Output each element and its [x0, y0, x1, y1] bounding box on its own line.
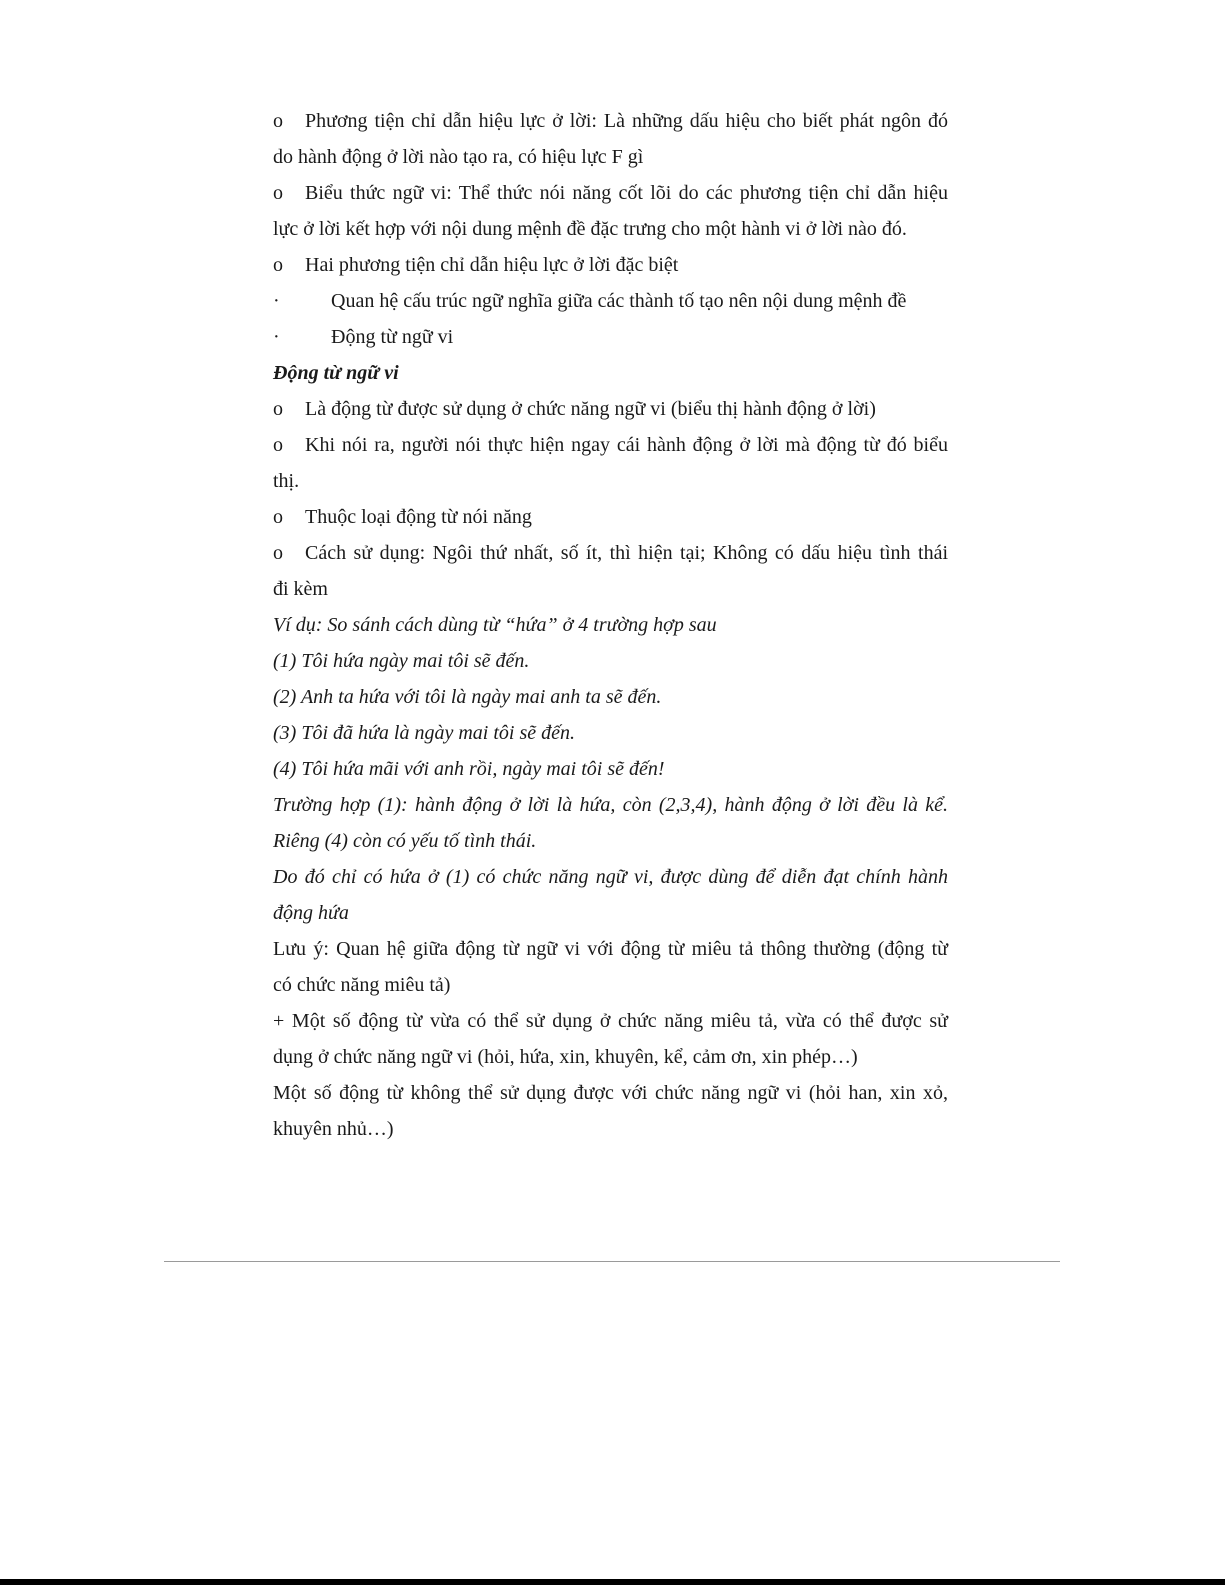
paragraph-text: Là động từ được sử dụng ở chức năng ngữ vi (biểu thị hành động ở lời)	[305, 398, 876, 420]
paragraph-text: Hai phương tiện chỉ dẫn hiệu lực ở lời đặc biệt	[305, 254, 679, 276]
example-item: (1) Tôi hứa ngày mai tôi sẽ đến.	[273, 650, 530, 672]
paragraph-line	[273, 427, 948, 463]
bullet-marker: ·	[273, 326, 280, 348]
section-heading: Động từ ngữ vi	[273, 362, 399, 384]
page-separator	[164, 1261, 1060, 1262]
example-item: (3) Tôi đã hứa là ngày mai tôi sẽ đến.	[273, 722, 575, 744]
paragraph-line	[273, 499, 948, 535]
analysis-line: Riêng (4) còn có yếu tố tình thái.	[273, 830, 537, 852]
paragraph-text: Động từ ngữ vi	[331, 326, 454, 348]
analysis-line: động hứa	[273, 902, 349, 924]
paragraph-line	[273, 391, 948, 427]
sub-list-item	[273, 319, 948, 355]
paragraph-line: khuyên nhủ…)	[273, 1118, 394, 1140]
paragraph-text: Thuộc loại động từ nói năng	[305, 506, 532, 528]
note-line: Lưu ý: Quan hệ giữa động từ ngữ vi với động từ miêu tả thông thường (động từ	[273, 938, 948, 960]
bullet-marker: o	[273, 182, 283, 204]
bullet-marker: o	[273, 254, 283, 276]
paragraph-line: Một số động từ không thể sử dụng được với chức năng ngữ vi (hỏi han, xin xỏ,	[273, 1082, 948, 1104]
paragraph-text: Cách sử dụng: Ngôi thứ nhất, số ít, thì hiện tại; Không có dấu hiệu tình thái	[305, 542, 948, 564]
paragraph-line	[273, 535, 948, 571]
example-item: (4) Tôi hứa mãi với anh rồi, ngày mai tôi sẽ đến!	[273, 758, 665, 780]
example-intro: Ví dụ: So sánh cách dùng từ “hứa” ở 4 trường hợp sau	[273, 614, 717, 636]
note-line: có chức năng miêu tả)	[273, 974, 451, 996]
paragraph-line	[273, 247, 948, 283]
sub-list-item	[273, 283, 948, 319]
bullet-marker: o	[273, 110, 283, 132]
bullet-marker: o	[273, 542, 283, 564]
example-item: (2) Anh ta hứa với tôi là ngày mai anh ta sẽ đến.	[273, 686, 662, 708]
paragraph-line: đi kèm	[273, 578, 328, 600]
bullet-marker: ·	[273, 290, 280, 312]
bullet-marker: o	[273, 434, 283, 456]
paragraph-line: + Một số động từ vừa có thể sử dụng ở chức năng miêu tả, vừa có thể được sử	[273, 1010, 948, 1032]
analysis-line: Trường hợp (1): hành động ở lời là hứa, còn (2,3,4), hành động ở lời đều là kể.	[273, 794, 948, 816]
paragraph-text: Quan hệ cấu trúc ngữ nghĩa giữa các thành tố tạo nên nội dung mệnh đề	[331, 290, 907, 312]
analysis-line: Do đó chỉ có hứa ở (1) có chức năng ngữ vi, được dùng để diễn đạt chính hành	[273, 866, 948, 888]
paragraph-line: thị.	[273, 470, 300, 492]
paragraph-text: Khi nói ra, người nói thực hiện ngay cái hành động ở lời mà động từ đó biểu	[305, 434, 948, 456]
paragraph-line	[273, 103, 948, 139]
paragraph-line: do hành động ở lời nào tạo ra, có hiệu lực F gì	[273, 146, 644, 168]
paragraph-text: Phương tiện chỉ dẫn hiệu lực ở lời: Là những dấu hiệu cho biết phát ngôn đó	[305, 110, 948, 132]
paragraph-text: Biểu thức ngữ vi: Thể thức nói năng cốt lõi do các phương tiện chỉ dẫn hiệu	[305, 182, 948, 204]
paragraph-line	[273, 175, 948, 211]
paragraph-line: dụng ở chức năng ngữ vi (hỏi, hứa, xin, khuyên, kể, cảm ơn, xin phép…)	[273, 1046, 858, 1068]
bottom-edge-bar	[0, 1579, 1225, 1585]
document-body	[273, 103, 948, 1147]
bullet-marker: o	[273, 398, 283, 420]
bullet-marker: o	[273, 506, 283, 528]
paragraph-line: lực ở lời kết hợp với nội dung mệnh đề đặc trưng cho một hành vi ở lời nào đó.	[273, 218, 907, 240]
